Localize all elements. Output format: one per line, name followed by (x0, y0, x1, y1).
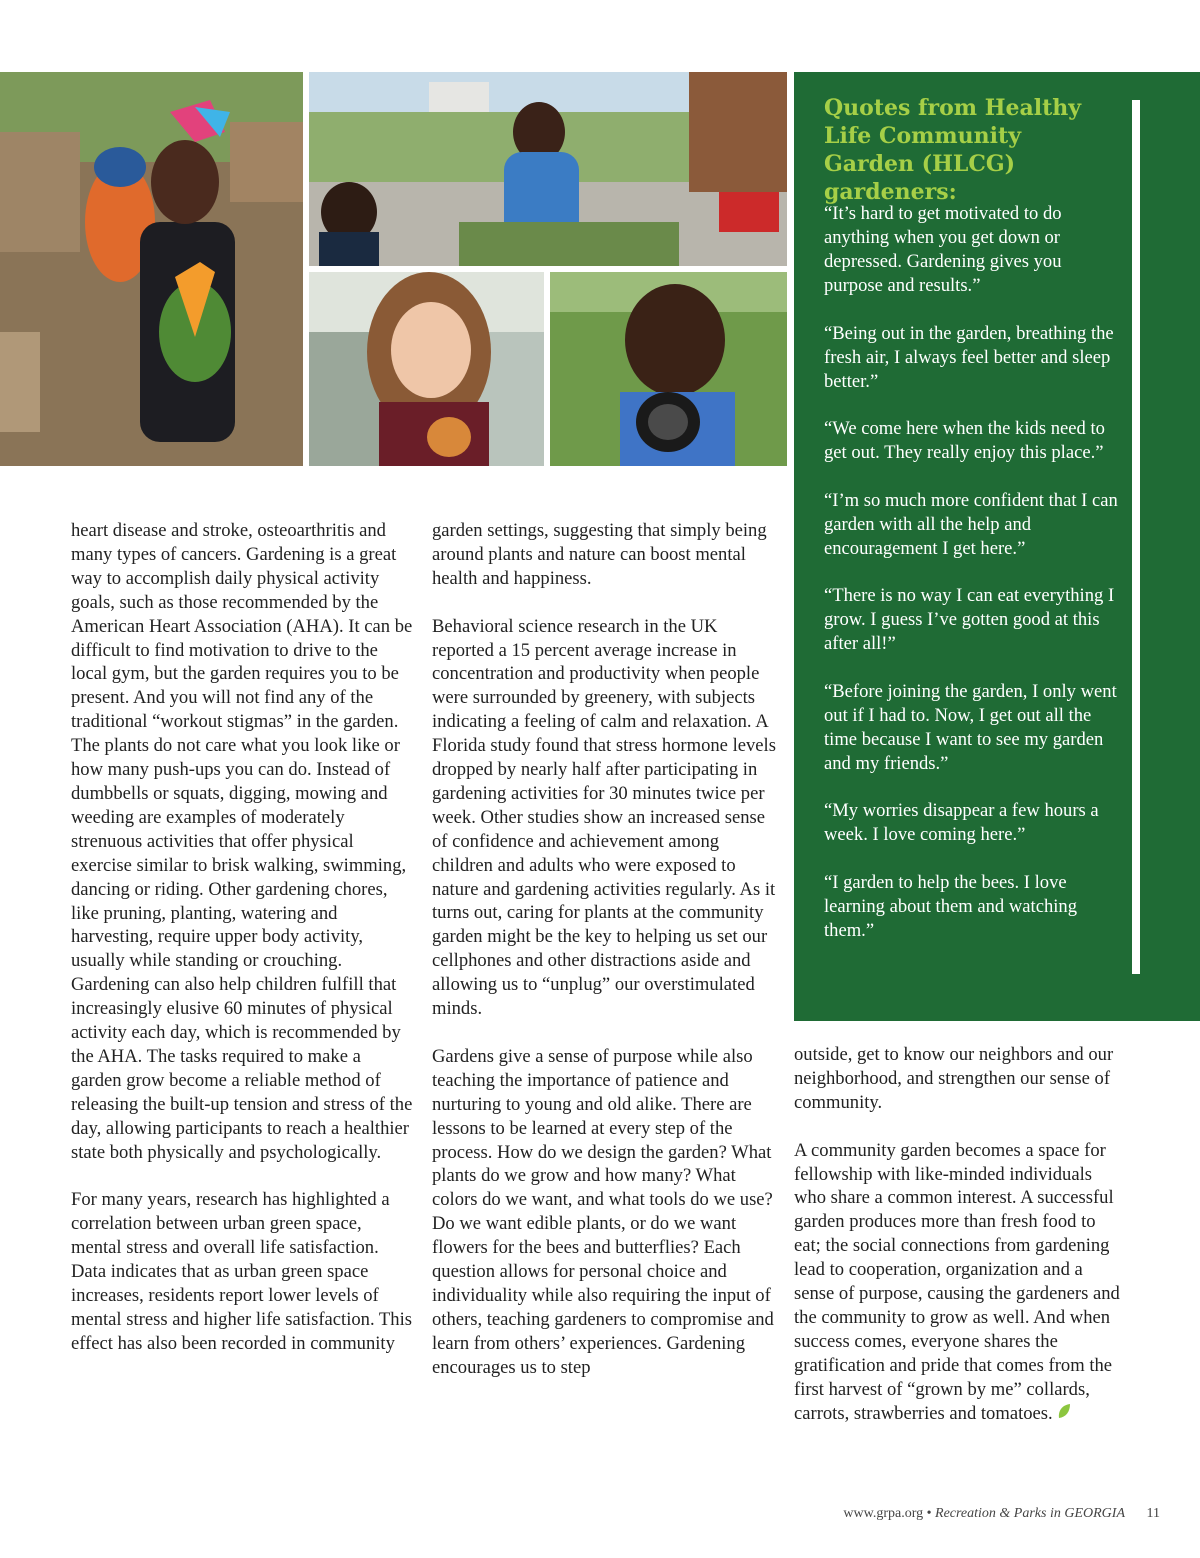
paragraph: For many years, research has highlighted a correlation between urban green space, mental stress and overall life satisfaction. Data indicates that as urban green space increases, residents report lower levels of mental stress and higher life satisfaction. This effect has also been recorded in community (71, 1189, 412, 1354)
quote: “There is no way I can eat everything I grow. I guess I’ve gotten good at this after all!” (824, 585, 1115, 654)
paragraph-final (794, 1139, 1124, 1427)
footer-url: www.grpa.org (843, 1506, 924, 1521)
article-column-2 (432, 519, 777, 1403)
quotes-sidebar (794, 72, 1200, 1021)
article-column-3 (794, 1043, 1124, 1450)
paragraph: heart disease and stroke, osteoarthritis and many types of cancers. Gardening is a great way to accomplish daily physical activity goals, such as those recommended by the American Heart Association (AHA). It can be difficult to find motivation to drive to the local gym, but the garden requires you to be present. And you will not find any of the traditional “workout stigmas” in the garden. The plants do not care what you look like or how many push-ups you can do. Instead of dumbbells or squats, digging, mowing and weeding are examples of moderately strenuous activities that offer physical exercise similar to brisk walking, swimming, dancing or riding. Other gardening chores, like pruning, planting, watering and harvesting, require upper body activity, usually while standing or crouching. Gardening can also help children fulfill that increasingly elusive 60 minutes of physical activity each day, which is recommended by the AHA. The tasks required to make a garden grow become a reliable method of releasing the built-up tension and stress of the day, allowing participants to reach a healthier state both physically and psychologically. (71, 520, 413, 1163)
quote: “We come here when the kids need to get out. They really enjoy this place.” (824, 418, 1105, 463)
leaf-end-icon (1057, 1402, 1071, 1426)
sidebar-title: Quotes from Healthy Life Community Garden (HLCG) gardeners: (824, 95, 1082, 205)
paragraph: garden settings, suggesting that simply being around plants and nature can boost mental health and happiness. (432, 520, 767, 589)
page-footer (700, 1506, 1160, 1522)
paragraph: Behavioral science research in the UK reported a 15 percent average increase in concentration and productivity when people were surrounded by greenery, with subjects indicating a feeling of calm and relaxation. A Florida study found that stress hormone levels dropped by nearly half after participating in gardening activities for 30 minutes twice per week. Other studies show an increased sense of confidence and achievement among children and adults who were exposed to nature and gardening activities regularly. As it turns out, caring for plants at the community garden might be the key to helping us set our cellphones and other distractions aside and allowing us to “unplug” our overstimulated minds. (432, 615, 776, 1020)
quote: “I garden to help the bees. I love learning about them and watching them.” (824, 871, 1078, 941)
footer-publication: Recreation & Parks in GEORGIA (935, 1506, 1126, 1521)
photo-boy-with-pot (550, 272, 787, 466)
quote: “Being out in the garden, breathing the fresh air, I always feel better and sleep better.” (824, 322, 1114, 392)
page-number: 11 (1146, 1506, 1160, 1521)
photo-girl-smiling (309, 272, 544, 466)
photo-girl-with-carrots (0, 72, 303, 466)
sidebar-accent-bar (1132, 100, 1140, 974)
article-column-1 (71, 519, 416, 1380)
quote: “I’m so much more confident that I can garden with all the help and encouragement I get here.” (824, 489, 1118, 559)
quote: “Before joining the garden, I only went out if I had to. Now, I get out all the time because I want to see my garden and my friends.” (824, 680, 1117, 774)
paragraph: outside, get to know our neighbors and our neighborhood, and strengthen our sense of community. (794, 1044, 1114, 1113)
photo-woman-and-boy (309, 72, 787, 266)
paragraph: Gardens give a sense of purpose while also teaching the importance of patience and nurturing to young and old alike. There are lessons to be learned at every step of the process. How do we design the garden? What plants do we grow and how many? What colors do we want, and what tools do we use? Do we want edible plants, or do we want flowers for the bees and butterflies? Each question allows for personal choice and individuality while also requiring the input of others, teaching gardeners to compromise and learn from others’ experiences. Gardening encourages us to step (432, 1045, 774, 1378)
paragraph-text: A community garden becomes a space for fellowship with like-minded individuals who share a common interest. A successful garden produces more than fresh food to eat; the social connections from gardening lead to cooperation, organization and a sense of purpose, causing the gardeners and the community to grow as well. And when success comes, everyone shares the gratification and pride that comes from the first harvest of “grown by me” collards, carrots, strawberries and tomatoes. (794, 1139, 1120, 1424)
quote: “My worries disappear a few hours a week. I love coming here.” (824, 800, 1099, 845)
quote: “It’s hard to get motivated to do anything when you get down or depressed. Gardening gives you purpose and results.” (824, 203, 1062, 296)
footer-bullet: • (926, 1506, 932, 1521)
quotes-list (824, 202, 1124, 966)
